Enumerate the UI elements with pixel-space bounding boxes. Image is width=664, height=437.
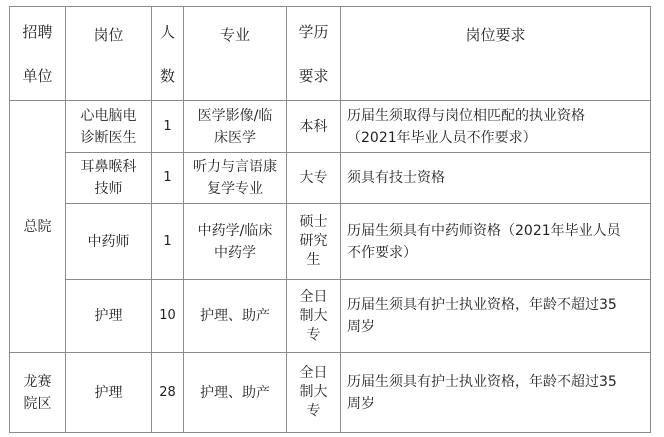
education-cell [287,204,341,280]
count-cell [152,280,184,353]
position-cell [66,153,152,204]
header-row [10,7,651,101]
education-line: 硕士 [299,214,328,230]
requirements-cell [341,101,651,153]
requirements-line: 周岁 [347,319,375,335]
major-line: 中药学/临床 [197,222,273,239]
major-line: 医学影像/临 [197,107,273,124]
requirements-cell [341,204,651,280]
requirements-cell [341,353,651,433]
position-line: 技师 [94,181,123,197]
major-line: 中药学 [214,244,256,261]
education-cell [287,280,341,353]
table-row [10,280,651,353]
header-count-line: 人 [159,22,175,41]
requirements-line: 历届生须取得与岗位相匹配的执业资格 [347,107,585,124]
unit-label: 总院 [23,218,52,235]
position-line: 护理 [94,384,123,401]
requirements-line: 历届生须具有护士执业资格，年龄不超过35 [347,297,617,313]
major-cell [184,280,287,353]
position-line: 中药师 [87,233,130,250]
major-line: 听力与言语康 [193,159,277,175]
education-line: 专 [306,403,321,419]
requirements-line: 不作要求） [347,244,417,261]
education-line: 专 [306,326,321,343]
requirements-line: 须具有技士资格 [347,170,445,186]
count-cell [152,153,184,204]
header-requirements [341,7,651,101]
header-education-line: 要求 [298,66,329,85]
major-cell [184,353,287,433]
position-line: 耳鼻喉科 [80,159,137,175]
requirements-line: 历届生须具有中药师资格（2021年毕业人员 [347,222,621,239]
count-value: 1 [163,118,172,134]
education-line: 大专 [299,170,328,186]
unit-label-line: 院区 [23,395,52,412]
count-cell [152,353,184,433]
position-cell [66,204,152,280]
education-line: 全日 [299,288,328,305]
position-line: 心电脑电 [80,107,137,124]
requirements-line: （2021年毕业人员不作要求） [347,129,537,146]
requirements-line: 历届生须具有护士执业资格，年龄不超过35 [347,373,617,390]
count-value: 1 [163,233,172,249]
header-education-line: 学历 [298,22,329,41]
education-cell [287,353,341,433]
header-requirements-label: 岗位要求 [465,26,526,44]
count-cell [152,101,184,153]
major-line: 床医学 [214,129,256,146]
header-count-line: 数 [159,66,175,85]
table-row [10,101,651,153]
position-line: 诊断医生 [80,129,137,146]
header-unit-line: 招聘 [22,22,53,41]
major-cell [184,204,287,280]
major-line: 护理、助产 [200,308,270,324]
major-line: 护理、助产 [200,384,270,401]
position-cell [66,101,152,153]
major-line: 复学专业 [207,181,263,197]
position-line: 护理 [94,308,123,324]
header-count [152,7,184,101]
header-unit-line: 单位 [22,66,53,85]
requirements-cell [341,153,651,204]
requirements-line: 周岁 [347,395,375,412]
education-line: 本科 [299,118,328,135]
header-major [184,7,287,101]
table-row [10,353,651,433]
education-line: 制大 [299,307,328,324]
table-row [10,153,651,204]
count-value: 10 [159,308,176,323]
major-cell [184,101,287,153]
position-cell [66,353,152,433]
unit-cell-main [10,101,66,353]
table-row [10,204,651,280]
header-major-label: 专业 [219,26,250,44]
recruitment-table [9,6,651,433]
education-line: 制大 [299,384,328,400]
header-position [66,7,152,101]
education-cell [287,153,341,204]
education-line: 全日 [299,365,328,381]
education-line: 生 [306,252,321,268]
education-line: 研究 [299,233,328,249]
major-cell [184,153,287,204]
education-cell [287,101,341,153]
header-position-label: 岗位 [93,26,124,44]
count-cell [152,204,184,280]
position-cell [66,280,152,353]
header-unit [10,7,66,101]
requirements-cell [341,280,651,353]
header-education [287,7,341,101]
count-value: 1 [163,170,172,185]
count-value: 28 [159,384,176,400]
unit-cell-branch [10,353,66,433]
unit-label-line: 龙赛 [23,373,52,390]
